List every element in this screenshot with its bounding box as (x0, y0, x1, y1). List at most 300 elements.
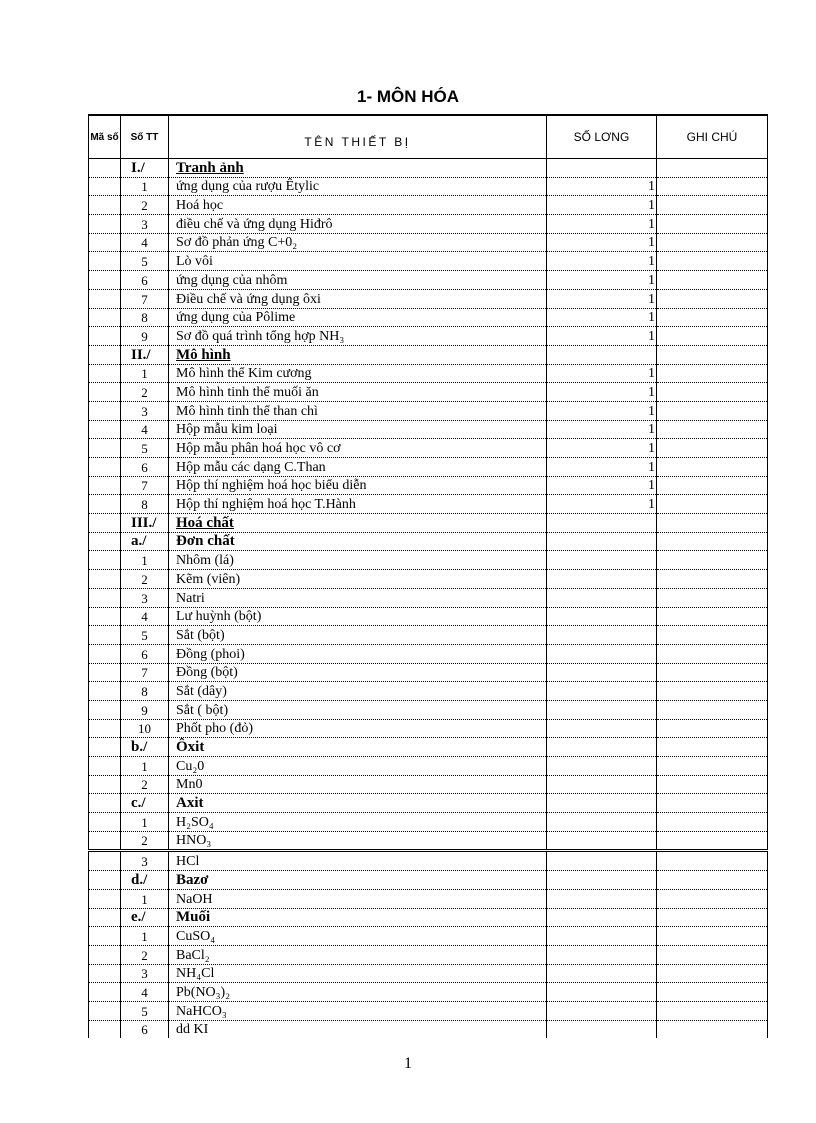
cell-ghi-chu (657, 757, 768, 776)
cell-so-tt: 5 (121, 439, 169, 458)
section-label-text: Tranh ảnh (176, 159, 244, 176)
cell-ma-so (89, 794, 121, 813)
cell-so-tt: 7 (121, 289, 169, 308)
cell-ten-thiet-bi: Lò vôi (169, 252, 547, 271)
cell-ma-so (89, 663, 121, 682)
table-row (89, 196, 768, 215)
cell-ten-thiet-bi: ứng dụng của rượu Êtylic (169, 177, 547, 196)
section-label (169, 738, 547, 757)
cell-ma-so (89, 775, 121, 794)
cell-ma-so (89, 289, 121, 308)
cell-ghi-chu (657, 401, 768, 420)
cell-ma-so (89, 215, 121, 234)
cell-ma-so (89, 719, 121, 738)
cell-ghi-chu (657, 719, 768, 738)
cell-so-tt: 3 (121, 588, 169, 607)
cell-so-luong: 1 (547, 439, 657, 458)
cell-ghi-chu (657, 252, 768, 271)
section-number: II./ (121, 345, 169, 364)
table-header-row (89, 115, 768, 159)
cell-ghi-chu (657, 551, 768, 570)
cell-ten-thiet-bi: Mn0 (169, 775, 547, 794)
cell-ghi-chu (657, 439, 768, 458)
cell-ghi-chu (657, 908, 768, 927)
section-label (169, 794, 547, 813)
table-row (89, 215, 768, 234)
cell-so-luong (547, 345, 657, 364)
table-row (89, 401, 768, 420)
cell-so-luong (547, 644, 657, 663)
cell-so-luong (547, 964, 657, 983)
cell-so-tt: 3 (121, 851, 169, 871)
section-label (169, 871, 547, 890)
cell-ma-so (89, 682, 121, 701)
section-label-text: Ôxit (176, 739, 205, 755)
section-row-donchat (89, 532, 768, 551)
cell-ten-thiet-bi: Nhôm (lá) (169, 551, 547, 570)
cell-so-tt: 1 (121, 757, 169, 776)
cell-so-luong (547, 851, 657, 871)
cell-so-tt: 1 (121, 364, 169, 383)
cell-ten-thiet-bi: dd KI (169, 1020, 547, 1038)
cell-ma-so (89, 871, 121, 890)
table-row (89, 439, 768, 458)
cell-so-luong (547, 927, 657, 946)
cell-so-tt: 4 (121, 420, 169, 439)
header-ma-so: Mã số (89, 115, 121, 159)
cell-so-luong: 1 (547, 476, 657, 495)
section-label-text: Bazơ (176, 871, 209, 888)
cell-so-luong (547, 570, 657, 589)
table-row (89, 831, 768, 851)
cell-ma-so (89, 345, 121, 364)
cell-so-luong (547, 588, 657, 607)
cell-ghi-chu (657, 383, 768, 402)
cell-so-luong (547, 514, 657, 533)
cell-so-tt: 8 (121, 308, 169, 327)
cell-ghi-chu (657, 738, 768, 757)
section-label (169, 532, 547, 551)
cell-ghi-chu (657, 831, 768, 851)
cell-ghi-chu (657, 927, 768, 946)
table-row (89, 663, 768, 682)
cell-so-tt: 8 (121, 682, 169, 701)
cell-ma-so (89, 532, 121, 551)
table-row (89, 945, 768, 964)
cell-ma-so (89, 308, 121, 327)
table-row (89, 682, 768, 701)
cell-ten-thiet-bi: HCl (169, 851, 547, 871)
cell-ghi-chu (657, 514, 768, 533)
cell-ghi-chu (657, 420, 768, 439)
cell-ten-thiet-bi: Hoá học (169, 196, 547, 215)
cell-so-luong (547, 813, 657, 832)
cell-so-luong: 1 (547, 271, 657, 290)
section-number: b./ (121, 738, 169, 757)
cell-ghi-chu (657, 215, 768, 234)
cell-ten-thiet-bi: Cu₂0 (169, 757, 547, 776)
cell-so-tt: 1 (121, 177, 169, 196)
cell-ma-so (89, 964, 121, 983)
table-row (89, 719, 768, 738)
cell-ma-so (89, 700, 121, 719)
cell-so-tt: 10 (121, 719, 169, 738)
section-label-text: Mô hình (176, 346, 231, 363)
cell-ten-thiet-bi: HNO₃ (169, 831, 547, 851)
cell-ma-so (89, 420, 121, 439)
cell-so-tt: 9 (121, 327, 169, 346)
section-row-tranh (89, 159, 768, 178)
section-number: III./ (121, 514, 169, 533)
cell-ghi-chu (657, 345, 768, 364)
cell-ghi-chu (657, 159, 768, 178)
cell-so-luong (547, 831, 657, 851)
cell-so-luong (547, 908, 657, 927)
cell-so-tt: 2 (121, 831, 169, 851)
cell-ten-thiet-bi: Phốt pho (đỏ) (169, 719, 547, 738)
page-number: 1 (404, 1055, 412, 1072)
cell-so-luong (547, 1001, 657, 1020)
cell-ten-thiet-bi: CuSO₄ (169, 927, 547, 946)
cell-ghi-chu (657, 983, 768, 1002)
section-row-oxit (89, 738, 768, 757)
header-so-luong: SỐ LƠNG (547, 115, 657, 159)
cell-so-tt: 2 (121, 570, 169, 589)
cell-ma-so (89, 851, 121, 871)
cell-ma-so (89, 831, 121, 851)
cell-ten-thiet-bi: ứng dụng của Pôlime (169, 308, 547, 327)
cell-ghi-chu (657, 1020, 768, 1038)
table-row (89, 983, 768, 1002)
cell-ma-so (89, 383, 121, 402)
section-number: e./ (121, 908, 169, 927)
cell-ten-thiet-bi: Hộp mẫu phân hoá học vô cơ (169, 439, 547, 458)
table-row (89, 1020, 768, 1038)
cell-ghi-chu (657, 233, 768, 252)
cell-ghi-chu (657, 607, 768, 626)
cell-ghi-chu (657, 794, 768, 813)
cell-ma-so (89, 233, 121, 252)
cell-ghi-chu (657, 308, 768, 327)
section-row-hoachat (89, 514, 768, 533)
cell-ma-so (89, 476, 121, 495)
section-row-bazo (89, 871, 768, 890)
cell-so-luong (547, 532, 657, 551)
cell-so-luong: 1 (547, 233, 657, 252)
cell-so-luong (547, 1020, 657, 1038)
cell-so-luong: 1 (547, 196, 657, 215)
cell-so-luong: 1 (547, 177, 657, 196)
cell-ghi-chu (657, 196, 768, 215)
cell-so-luong: 1 (547, 252, 657, 271)
cell-ma-so (89, 514, 121, 533)
cell-so-luong (547, 945, 657, 964)
cell-ghi-chu (657, 289, 768, 308)
cell-so-tt: 2 (121, 196, 169, 215)
cell-ma-so (89, 439, 121, 458)
cell-ma-so (89, 495, 121, 514)
cell-ten-thiet-bi: ứng dụng của nhôm (169, 271, 547, 290)
cell-ten-thiet-bi: Mô hình tinh thể than chì (169, 401, 547, 420)
cell-ghi-chu (657, 271, 768, 290)
cell-ma-so (89, 908, 121, 927)
table-row (89, 588, 768, 607)
table-row (89, 364, 768, 383)
cell-so-luong: 1 (547, 420, 657, 439)
cell-ten-thiet-bi: Sắt (bột) (169, 626, 547, 645)
cell-ten-thiet-bi: Kẽm (viên) (169, 570, 547, 589)
cell-so-luong (547, 682, 657, 701)
cell-ghi-chu (657, 871, 768, 890)
cell-so-tt: 1 (121, 551, 169, 570)
cell-so-luong: 1 (547, 383, 657, 402)
cell-ma-so (89, 757, 121, 776)
cell-so-tt: 3 (121, 964, 169, 983)
cell-so-luong (547, 871, 657, 890)
cell-ma-so (89, 196, 121, 215)
cell-so-tt: 1 (121, 927, 169, 946)
table-row (89, 1001, 768, 1020)
cell-ma-so (89, 889, 121, 908)
cell-ma-so (89, 327, 121, 346)
cell-ma-so (89, 570, 121, 589)
table-row (89, 927, 768, 946)
table-row (89, 495, 768, 514)
cell-so-luong (547, 551, 657, 570)
cell-so-tt: 2 (121, 775, 169, 794)
cell-ghi-chu (657, 700, 768, 719)
cell-ma-so (89, 588, 121, 607)
cell-so-luong: 1 (547, 327, 657, 346)
section-label (169, 514, 547, 533)
cell-ma-so (89, 177, 121, 196)
cell-so-tt: 4 (121, 607, 169, 626)
cell-so-tt: 5 (121, 1001, 169, 1020)
cell-ten-thiet-bi: Sơ đồ phản ứng C+0₂ (169, 233, 547, 252)
cell-so-luong (547, 889, 657, 908)
cell-so-tt: 6 (121, 458, 169, 477)
cell-so-tt: 3 (121, 401, 169, 420)
cell-ma-so (89, 159, 121, 178)
cell-so-luong: 1 (547, 458, 657, 477)
cell-so-tt: 6 (121, 644, 169, 663)
cell-ghi-chu (657, 644, 768, 663)
cell-so-luong (547, 700, 657, 719)
cell-ma-so (89, 401, 121, 420)
table-row (89, 570, 768, 589)
section-number: a./ (121, 532, 169, 551)
cell-so-tt: 5 (121, 252, 169, 271)
table-row (89, 327, 768, 346)
cell-so-luong (547, 159, 657, 178)
cell-ten-thiet-bi: Sắt (dây) (169, 682, 547, 701)
cell-ten-thiet-bi: Mô hình thể Kim cương (169, 364, 547, 383)
cell-so-luong: 1 (547, 215, 657, 234)
table-row (89, 308, 768, 327)
table-row (89, 271, 768, 290)
table-row (89, 383, 768, 402)
cell-ghi-chu (657, 889, 768, 908)
cell-ma-so (89, 364, 121, 383)
cell-ma-so (89, 1001, 121, 1020)
cell-ten-thiet-bi: Hộp mẫu các dạng C.Than (169, 458, 547, 477)
cell-so-luong: 1 (547, 364, 657, 383)
cell-so-luong (547, 757, 657, 776)
cell-so-tt: 3 (121, 215, 169, 234)
cell-so-luong (547, 983, 657, 1002)
cell-ghi-chu (657, 945, 768, 964)
cell-ten-thiet-bi: Hộp thí nghiệm hoá học biểu diễn (169, 476, 547, 495)
cell-so-tt: 1 (121, 889, 169, 908)
header-ten-thiet-bi: TÊN THIẾT BỊ (169, 115, 547, 159)
cell-so-tt: 6 (121, 1020, 169, 1038)
cell-ten-thiet-bi: NaOH (169, 889, 547, 908)
cell-ghi-chu (657, 626, 768, 645)
cell-so-luong: 1 (547, 289, 657, 308)
table-body (89, 159, 768, 1039)
cell-ghi-chu (657, 327, 768, 346)
table-row (89, 252, 768, 271)
cell-ma-so (89, 252, 121, 271)
cell-ten-thiet-bi: Điều chế và ứng dụng ôxi (169, 289, 547, 308)
cell-ghi-chu (657, 964, 768, 983)
cell-ten-thiet-bi: Hộp mẫu kim loại (169, 420, 547, 439)
table-row (89, 851, 768, 871)
cell-so-tt: 4 (121, 233, 169, 252)
cell-ghi-chu (657, 663, 768, 682)
section-label (169, 159, 547, 178)
cell-so-tt: 2 (121, 383, 169, 402)
cell-so-luong (547, 719, 657, 738)
cell-ma-so (89, 1020, 121, 1038)
cell-so-tt: 8 (121, 495, 169, 514)
cell-ghi-chu (657, 364, 768, 383)
cell-so-tt: 7 (121, 476, 169, 495)
table-row (89, 607, 768, 626)
cell-ten-thiet-bi: Natri (169, 588, 547, 607)
cell-ghi-chu (657, 476, 768, 495)
cell-so-tt: 7 (121, 663, 169, 682)
table-row (89, 233, 768, 252)
cell-so-luong: 1 (547, 308, 657, 327)
cell-so-luong (547, 607, 657, 626)
cell-so-luong: 1 (547, 495, 657, 514)
cell-ma-so (89, 813, 121, 832)
table-row (89, 700, 768, 719)
table-row (89, 964, 768, 983)
table-row (89, 551, 768, 570)
cell-ten-thiet-bi: Lư huỳnh (bột) (169, 607, 547, 626)
cell-so-tt: 5 (121, 626, 169, 645)
cell-ma-so (89, 945, 121, 964)
cell-so-luong (547, 626, 657, 645)
equipment-table (88, 114, 768, 1038)
cell-ten-thiet-bi: Sắt ( bột) (169, 700, 547, 719)
cell-ghi-chu (657, 1001, 768, 1020)
table-row (89, 889, 768, 908)
cell-so-tt: 9 (121, 700, 169, 719)
page-title: 1- MÔN HÓA (357, 87, 459, 106)
cell-ma-so (89, 607, 121, 626)
cell-so-tt: 1 (121, 813, 169, 832)
cell-so-tt: 4 (121, 983, 169, 1002)
section-label-text: Axit (176, 795, 204, 812)
cell-ten-thiet-bi: Sơ đồ quá trình tổng hợp NH₃ (169, 327, 547, 346)
cell-ten-thiet-bi: Pb(NO₃)₂ (169, 983, 547, 1002)
cell-ghi-chu (657, 458, 768, 477)
cell-ghi-chu (657, 570, 768, 589)
cell-ten-thiet-bi: Mô hình tinh thể muối ăn (169, 383, 547, 402)
cell-ma-so (89, 271, 121, 290)
cell-so-luong (547, 794, 657, 813)
cell-ma-so (89, 738, 121, 757)
cell-ghi-chu (657, 775, 768, 794)
cell-ten-thiet-bi: BaCl₂ (169, 945, 547, 964)
table-row (89, 289, 768, 308)
section-row-mohinh (89, 345, 768, 364)
header-ghi-chu: GHI CHÚ (657, 115, 768, 159)
cell-ghi-chu (657, 813, 768, 832)
section-number: d./ (121, 871, 169, 890)
table-row (89, 177, 768, 196)
cell-ten-thiet-bi: Hộp thí nghiệm hoá học T.Hành (169, 495, 547, 514)
section-row-muoi (89, 908, 768, 927)
cell-ghi-chu (657, 177, 768, 196)
section-label-text: Đơn chất (176, 533, 235, 550)
cell-so-tt: 2 (121, 945, 169, 964)
cell-ten-thiet-bi: Đồng (bột) (169, 663, 547, 682)
cell-so-luong (547, 775, 657, 794)
cell-so-luong (547, 663, 657, 682)
cell-ma-so (89, 983, 121, 1002)
table-row (89, 626, 768, 645)
section-label (169, 345, 547, 364)
cell-ten-thiet-bi: H₂SO₄ (169, 813, 547, 832)
section-row-axit (89, 794, 768, 813)
cell-ma-so (89, 927, 121, 946)
cell-ma-so (89, 458, 121, 477)
cell-ten-thiet-bi: NH₄Cl (169, 964, 547, 983)
cell-ma-so (89, 551, 121, 570)
cell-ghi-chu (657, 851, 768, 871)
section-number: I./ (121, 159, 169, 178)
table-row (89, 420, 768, 439)
table-row (89, 757, 768, 776)
table-row (89, 813, 768, 832)
cell-so-luong: 1 (547, 401, 657, 420)
cell-ten-thiet-bi: Đồng (phoi) (169, 644, 547, 663)
section-label-text: Muối (176, 909, 211, 926)
cell-ghi-chu (657, 682, 768, 701)
table-row (89, 644, 768, 663)
cell-so-luong (547, 738, 657, 757)
header-so-tt: Số TT (121, 115, 169, 159)
cell-ghi-chu (657, 588, 768, 607)
table-row (89, 476, 768, 495)
cell-ma-so (89, 626, 121, 645)
table-row (89, 775, 768, 794)
section-label (169, 908, 547, 927)
table-row (89, 458, 768, 477)
section-number: c./ (121, 794, 169, 813)
cell-ten-thiet-bi: NaHCO₃ (169, 1001, 547, 1020)
cell-ghi-chu (657, 495, 768, 514)
cell-so-tt: 6 (121, 271, 169, 290)
cell-ma-so (89, 644, 121, 663)
section-label-text: Hoá chất (176, 514, 234, 531)
cell-ghi-chu (657, 532, 768, 551)
cell-ten-thiet-bi: điều chế và ứng dụng Hiđrô (169, 215, 547, 234)
